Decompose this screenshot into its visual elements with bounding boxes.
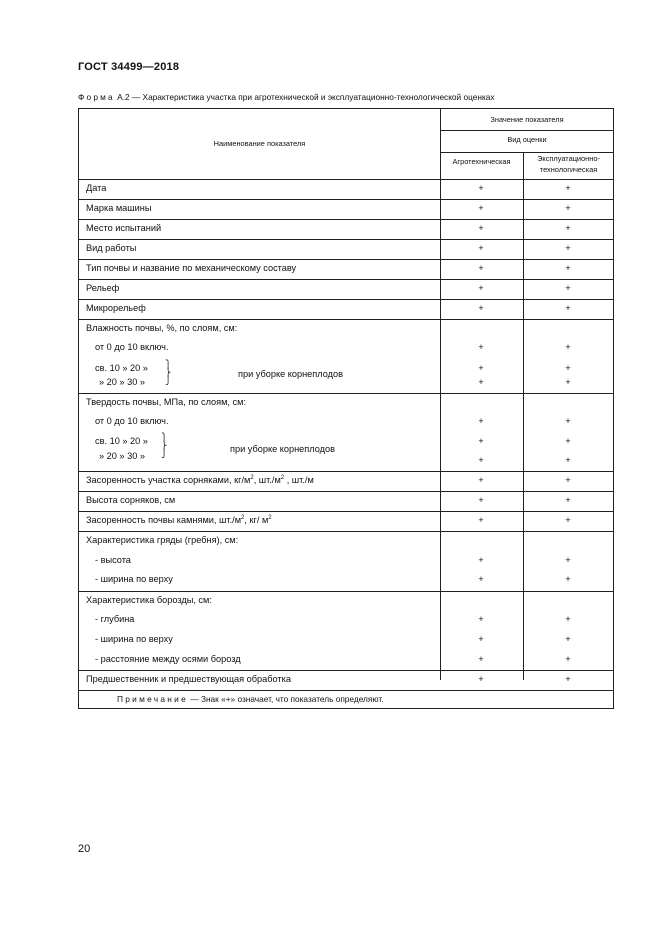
- hardness-brace: ⎫ ⎬ ⎭: [161, 433, 167, 458]
- caption-label: Форма: [78, 92, 115, 102]
- note-text: — Знак «+» означает, что показатель определяют.: [188, 694, 384, 704]
- moisture-layer-3: » 20 » 30 »: [99, 377, 145, 387]
- plus-expl: +: [565, 574, 571, 584]
- plus-agro: +: [478, 377, 484, 387]
- plus-expl: +: [565, 654, 571, 664]
- plus-agro: +: [478, 574, 484, 584]
- row-weeds: Засоренность участка сорняками, $кг/м^2$, $шт./м^2$ , шт./м: [86, 475, 314, 485]
- plus-agro: +: [478, 436, 484, 446]
- plus-agro: +: [478, 634, 484, 644]
- plus-expl: +: [565, 183, 571, 193]
- plus-agro: +: [478, 223, 484, 233]
- plus-expl: +: [565, 475, 571, 485]
- plus-agro: +: [478, 555, 484, 565]
- plus-agro: +: [478, 674, 484, 684]
- hardness-layer-2: св. 10 » 20 »: [95, 436, 148, 446]
- plus-expl: +: [565, 455, 571, 465]
- row-place: Место испытаний: [86, 223, 162, 233]
- plus-agro: +: [478, 243, 484, 253]
- caption-text: А.2 — Характеристика участка при агротехнической и эксплуатационно-технологической оценках: [117, 92, 495, 102]
- furrow-depth: - глубина: [95, 614, 135, 624]
- plus-agro: +: [478, 263, 484, 273]
- plus-agro: +: [478, 183, 484, 193]
- row-furrow: Характеристика борозды, см:: [86, 595, 212, 605]
- table-note: [117, 694, 384, 704]
- header-expl-2: технологическая: [539, 165, 598, 174]
- furrow-distance: - расстояние между осями борозд: [95, 654, 241, 664]
- plus-agro: +: [478, 303, 484, 313]
- row-stones: Засоренность почвы камнями, $шт./м^2$, кг/ $м^2$: [86, 515, 272, 525]
- plus-agro: +: [478, 515, 484, 525]
- header-name: Наименование показателя: [213, 139, 306, 148]
- plus-expl: +: [565, 283, 571, 293]
- row-weed-height: Высота сорняков, см: [86, 495, 176, 505]
- plus-agro: +: [478, 495, 484, 505]
- plus-agro: +: [478, 283, 484, 293]
- row-date: Дата: [86, 183, 107, 193]
- plus-expl: +: [565, 342, 571, 352]
- page-header: ГОСТ 34499—2018: [78, 61, 180, 73]
- plus-expl: +: [565, 634, 571, 644]
- moisture-note: при уборке корнеплодов: [238, 369, 343, 379]
- plus-expl: +: [565, 243, 571, 253]
- row-ridge: Характеристика гряды (гребня), см:: [86, 535, 239, 545]
- furrow-width: - ширина по верху: [95, 634, 173, 644]
- hardness-note: при уборке корнеплодов: [230, 444, 335, 454]
- plus-expl: +: [565, 203, 571, 213]
- header-value: Значение показателя: [490, 115, 564, 124]
- row-relief: Рельеф: [86, 283, 120, 293]
- plus-agro: +: [478, 455, 484, 465]
- hardness-layer-3: » 20 » 30 »: [99, 451, 145, 461]
- moisture-layer-1: от 0 до 10 включ.: [95, 342, 169, 352]
- page-number: 20: [78, 843, 91, 855]
- hardness-layer-1: от 0 до 10 включ.: [95, 416, 169, 426]
- table-caption: [78, 92, 495, 102]
- plus-expl: +: [565, 377, 571, 387]
- plus-agro: +: [478, 363, 484, 373]
- plus-expl: +: [565, 223, 571, 233]
- row-soil: Тип почвы и название по механическому составу: [86, 263, 297, 273]
- row-microrelief: Микрорельеф: [86, 303, 146, 313]
- characteristics-table: [78, 108, 614, 709]
- note-label: Примечание: [117, 694, 189, 704]
- header-kind: Вид оценки: [507, 135, 547, 144]
- plus-expl: +: [565, 416, 571, 426]
- ridge-width: - ширина по верху: [95, 574, 173, 584]
- plus-expl: +: [565, 303, 571, 313]
- plus-agro: +: [478, 614, 484, 624]
- header-expl-1: Эксплуатационно-: [537, 154, 600, 163]
- plus-agro: +: [478, 475, 484, 485]
- plus-expl: +: [565, 555, 571, 565]
- ridge-height: - высота: [95, 555, 131, 565]
- plus-expl: +: [565, 515, 571, 525]
- moisture-brace: ⎫ ⎬ ⎭: [165, 360, 171, 385]
- plus-expl: +: [565, 263, 571, 273]
- row-predecessor: Предшественник и предшествующая обработка: [86, 674, 291, 684]
- row-machine: Марка машины: [86, 203, 152, 213]
- header-agro: Агротехническая: [452, 157, 511, 166]
- plus-agro: +: [478, 342, 484, 352]
- row-moisture: Влажность почвы, %, по слоям, см:: [86, 323, 238, 333]
- plus-expl: +: [565, 674, 571, 684]
- plus-expl: +: [565, 495, 571, 505]
- plus-agro: +: [478, 203, 484, 213]
- moisture-layer-2: св. 10 » 20 »: [95, 363, 148, 373]
- plus-expl: +: [565, 436, 571, 446]
- plus-agro: +: [478, 416, 484, 426]
- plus-expl: +: [565, 363, 571, 373]
- plus-agro: +: [478, 654, 484, 664]
- plus-expl: +: [565, 614, 571, 624]
- row-hardness: Твердость почвы, МПа, по слоям, см:: [86, 397, 246, 407]
- row-work: Вид работы: [86, 243, 137, 253]
